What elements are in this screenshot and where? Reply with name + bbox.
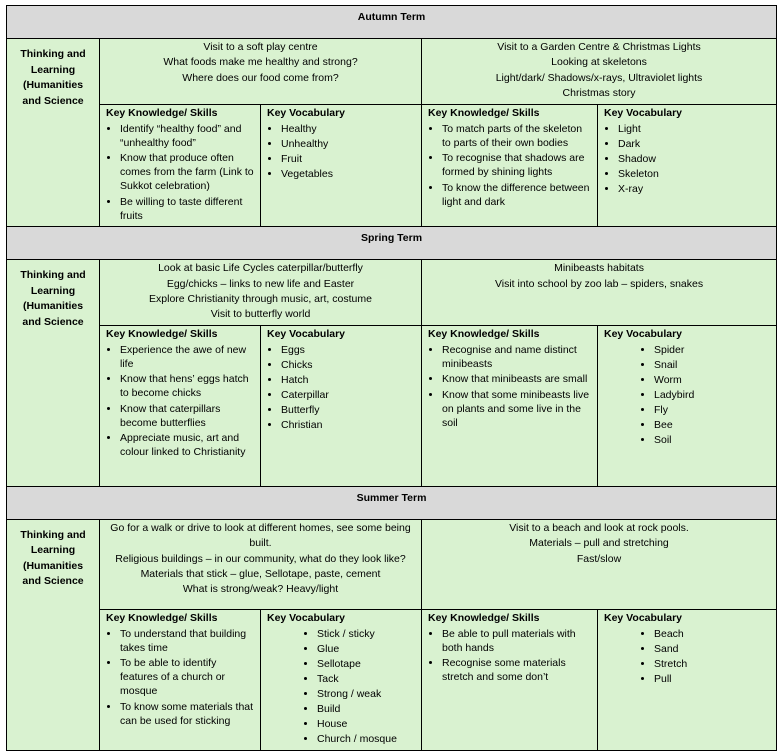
area-label-line: Learning — [30, 63, 76, 76]
vocabulary-item: • Healthy — [281, 122, 415, 137]
activity-line: Materials – pull and stretching — [529, 537, 669, 550]
knowledge-item: • Know that caterpillars become butterflies — [120, 402, 254, 430]
vocabulary-item: • Beach — [654, 627, 770, 642]
activity-line: Light/dark/ Shadows/x-rays, Ultraviolet lights — [495, 71, 703, 84]
activity-line: Fast/slow — [576, 552, 622, 565]
area-label-line: (Humanities — [22, 300, 84, 313]
activities-left — [100, 519, 422, 609]
knowledge-item: • To match parts of the skeleton to parts of their own bodies — [442, 122, 591, 150]
vocabulary-item: • Skeleton — [618, 167, 770, 182]
knowledge-row — [7, 104, 777, 227]
knowledge-item: • Recognise some materials stretch and some don’t — [442, 656, 591, 684]
vocabulary-item: • Eggs — [281, 343, 415, 358]
key-knowledge-right — [422, 609, 598, 750]
activity-line: Look at basic Life Cycles caterpillar/butterfly — [158, 262, 363, 275]
vocabulary-item: • Sand — [654, 642, 770, 657]
knowledge-item: • Know that some minibeasts live on plants and some live in the soil — [442, 388, 591, 430]
activity-line: Visit to butterfly world — [210, 308, 311, 321]
knowledge-list — [106, 343, 254, 460]
knowledge-item: • Appreciate music, art and colour linked to Christianity — [120, 431, 254, 459]
activity-line: Egg/chicks – links to new life and Easter — [166, 277, 355, 290]
activities-row — [7, 519, 777, 609]
vocabulary-item: • Unhealthy — [281, 137, 415, 152]
knowledge-list — [106, 122, 254, 223]
area-label-line: Thinking and — [20, 48, 86, 60]
vocabulary-item: • Build — [317, 702, 415, 717]
key-knowledge-heading: Key Knowledge/ Skills — [428, 611, 540, 624]
knowledge-row — [7, 325, 777, 486]
activity-line: Visit into school by zoo lab – spiders, snakes — [494, 277, 704, 290]
vocabulary-item: • Sellotape — [317, 657, 415, 672]
activity-line: What foods make me healthy and strong? — [163, 56, 358, 69]
curriculum-table — [6, 5, 777, 751]
vocabulary-item: • Light — [618, 122, 770, 137]
knowledge-item: • Know that minibeasts are small — [442, 372, 591, 386]
vocabulary-item: • Glue — [317, 642, 415, 657]
knowledge-item: • Experience the awe of new life — [120, 343, 254, 371]
knowledge-list — [106, 627, 254, 728]
knowledge-row — [7, 609, 777, 750]
vocabulary-item: • Ladybird — [654, 388, 770, 403]
term-title: Summer Term — [7, 486, 777, 519]
knowledge-item: • To know the difference between light and dark — [442, 181, 591, 209]
vocabulary-list — [267, 627, 415, 747]
activities-right — [422, 260, 777, 326]
activity-line: Religious buildings – in our community, what do they look like? — [115, 552, 406, 565]
activity-line: Looking at skeletons — [551, 56, 647, 69]
area-label — [7, 519, 100, 750]
vocabulary-item: • Christian — [281, 418, 415, 433]
key-knowledge-left — [100, 325, 261, 486]
area-label-line: and Science — [22, 315, 84, 328]
key-vocabulary-heading: Key Vocabulary — [604, 611, 683, 624]
curriculum-plan — [6, 5, 776, 751]
vocabulary-item: • Shadow — [618, 152, 770, 167]
area-label-line: (Humanities — [22, 79, 84, 91]
key-knowledge-heading: Key Knowledge/ Skills — [106, 106, 218, 119]
vocabulary-item: • Vegetables — [281, 167, 415, 182]
activities-left — [100, 260, 422, 326]
knowledge-item: • Know that produce often comes from the farm (Link to Sukkot celebration) — [120, 151, 254, 193]
key-knowledge-left — [100, 104, 261, 227]
knowledge-item: • Be able to pull materials with both hands — [442, 627, 591, 655]
key-knowledge-left — [100, 609, 261, 750]
area-label-line: Learning — [30, 544, 76, 557]
knowledge-list — [428, 343, 591, 430]
vocabulary-list — [604, 122, 770, 197]
activity-line: Minibeasts habitats — [554, 262, 644, 275]
vocabulary-item: • Stretch — [654, 657, 770, 672]
vocabulary-list — [267, 343, 415, 433]
vocabulary-list — [604, 627, 770, 687]
vocabulary-item: • Caterpillar — [281, 388, 415, 403]
vocabulary-item: • Spider — [654, 343, 770, 358]
vocabulary-item: • Snail — [654, 358, 770, 373]
key-vocabulary-left — [261, 104, 422, 227]
key-vocabulary-heading: Key Vocabulary — [267, 106, 346, 119]
area-label — [7, 260, 100, 487]
area-label-line: and Science — [22, 575, 84, 588]
activities-left — [100, 39, 422, 105]
knowledge-item: • To recognise that shadows are formed by shining lights — [442, 151, 591, 179]
activities-row — [7, 260, 777, 326]
vocabulary-item: • Fly — [654, 403, 770, 418]
vocabulary-list — [267, 122, 415, 182]
knowledge-item: • Identify “healthy food” and “unhealthy food” — [120, 122, 254, 150]
vocabulary-item: • Fruit — [281, 152, 415, 167]
activity-line: Christmas story — [562, 87, 636, 100]
area-label-line: and Science — [22, 94, 84, 107]
key-knowledge-heading: Key Knowledge/ Skills — [428, 327, 540, 340]
area-label-line: Thinking and — [20, 269, 86, 282]
key-vocabulary-left — [261, 609, 422, 750]
key-knowledge-heading: Key Knowledge/ Skills — [428, 106, 540, 119]
key-knowledge-right — [422, 104, 598, 227]
term-title: Autumn Term — [7, 6, 777, 39]
knowledge-item: • To understand that building takes time — [120, 627, 254, 655]
area-label-line: Thinking and — [20, 528, 86, 541]
activity-line: Visit to a beach and look at rock pools. — [509, 521, 689, 534]
vocabulary-item: • Dark — [618, 137, 770, 152]
area-label-line: (Humanities — [22, 559, 84, 572]
activities-right — [422, 519, 777, 609]
key-vocabulary-heading: Key Vocabulary — [267, 611, 346, 624]
vocabulary-item: • Strong / weak — [317, 687, 415, 702]
knowledge-item: • Recognise and name distinct minibeasts — [442, 343, 591, 371]
key-vocabulary-right — [598, 325, 777, 486]
vocabulary-item: • Bee — [654, 418, 770, 433]
term-header-row — [7, 486, 777, 519]
knowledge-item: • Know that hens’ eggs hatch to become chicks — [120, 372, 254, 400]
knowledge-list — [428, 122, 591, 209]
key-knowledge-right — [422, 325, 598, 486]
vocabulary-item: • House — [317, 717, 415, 732]
vocabulary-item: • Soil — [654, 433, 770, 448]
activity-line: Visit to a soft play centre — [203, 41, 318, 53]
activity-line: Where does our food come from? — [182, 71, 339, 84]
term-header-row — [7, 6, 777, 39]
vocabulary-item: • Pull — [654, 672, 770, 687]
key-vocabulary-right — [598, 609, 777, 750]
vocabulary-item: • Butterfly — [281, 403, 415, 418]
activity-line: Go for a walk or drive to look at different homes, see some being built. — [110, 521, 411, 550]
key-vocabulary-left — [261, 325, 422, 486]
vocabulary-list — [604, 343, 770, 448]
activities-right — [422, 39, 777, 105]
activities-row — [7, 39, 777, 105]
key-vocabulary-heading: Key Vocabulary — [267, 327, 346, 340]
knowledge-list — [428, 627, 591, 685]
knowledge-item: • To be able to identify features of a church or mosque — [120, 656, 254, 698]
activity-line: What is strong/weak? Heavy/light — [182, 583, 339, 596]
knowledge-item: • To know some materials that can be used for sticking — [120, 700, 254, 728]
vocabulary-item: • Stick / sticky — [317, 627, 415, 642]
vocabulary-item: • Tack — [317, 672, 415, 687]
activity-line: Visit to a Garden Centre & Christmas Lights — [497, 41, 701, 53]
key-vocabulary-right — [598, 104, 777, 227]
area-label — [7, 39, 100, 227]
key-knowledge-heading: Key Knowledge/ Skills — [106, 611, 218, 624]
vocabulary-item: • Chicks — [281, 358, 415, 373]
knowledge-item: • Be willing to taste different fruits — [120, 195, 254, 223]
vocabulary-item: • Worm — [654, 373, 770, 388]
area-label-line: Learning — [30, 284, 76, 297]
key-vocabulary-heading: Key Vocabulary — [604, 327, 683, 340]
activity-line: Materials that stick – glue, Sellotape, paste, cement — [140, 567, 381, 580]
vocabulary-item: • Church / mosque — [317, 732, 415, 747]
vocabulary-item: • X-ray — [618, 182, 770, 197]
key-vocabulary-heading: Key Vocabulary — [604, 106, 683, 119]
activity-line: Explore Christianity through music, art, costume — [149, 292, 372, 305]
vocabulary-item: • Hatch — [281, 373, 415, 388]
term-header-row — [7, 227, 777, 260]
key-knowledge-heading: Key Knowledge/ Skills — [106, 327, 218, 340]
term-title: Spring Term — [7, 227, 777, 260]
